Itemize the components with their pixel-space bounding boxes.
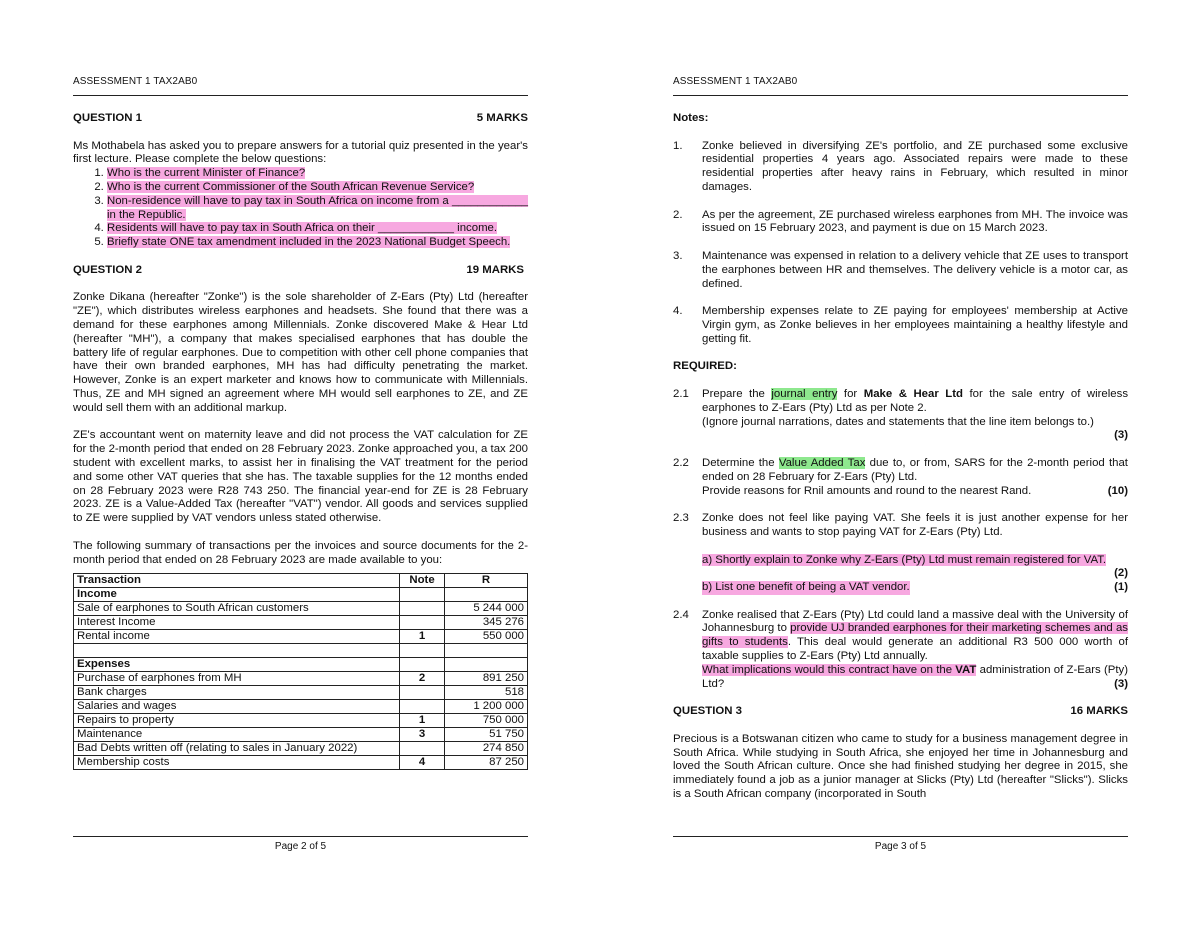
question-3-title: QUESTION 3 <box>673 705 742 718</box>
note-item: 3. Maintenance was expensed in relation to a delivery vehicle that ZE uses to transport the earphones between HR and themselves. The delivery vehicle is a motor car, as defined. <box>673 249 1128 290</box>
page-2 <box>73 0 528 927</box>
question-2-marks: 19 MARKS <box>466 263 524 276</box>
table-row: Purchase of earphones from MH 2 891 250 <box>74 672 528 686</box>
table-row: Expenses <box>74 658 528 672</box>
table-row: Bank charges 518 <box>74 686 528 700</box>
table-row: Membership costs 4 87 250 <box>74 756 528 770</box>
question-2-para-1: Zonke Dikana (hereafter "Zonke") is the sole shareholder of Z-Ears (Pty) Ltd (hereafter "ZE"), which distributes wireless earphones and headsets. She found that there was a demand for these earphones among Millennials. Zonke discovered Make & Hear Ltd (hereafter "MH"), a company that makes specialised earphones that has double the battery life of regular earphones. Due to competition with other cell phone companies that have their own branded earphones, MH has had difficulty penetrating the market. However, Zonke is an expert marketer and knows how to communicate with Millennials. Thus, ZE and MH signed an agreement where MH would sell earphones to ZE, and ZE would sell them with an additional markup. <box>73 291 528 414</box>
quiz-item: 3. Non-residence will have to pay tax in South Africa on income from a ____________ in the Republic. <box>107 195 528 223</box>
question-1-heading <box>73 112 528 126</box>
required-2-1: 2.1 Prepare the journal entry for Make & Hear Ltd for the sale entry of wireless earphones to Z-Ears (Pty) Ltd as per Note 2. (Ignore journal narrations, dates and statements that the line item belongs to.) (3) <box>673 387 1129 442</box>
marks-2-2: (10) <box>1107 484 1128 497</box>
required-2-2: 2.2 Determine the Value Added Tax due to, or from, SARS for the 2-month period that ended on 28 February for Z-Ears (Pty) Ltd. Provide reasons for Rnil amounts and round to the nearest Rand. (10) <box>673 456 1128 497</box>
header-rule <box>73 95 528 96</box>
table-row: Maintenance 3 51 750 <box>74 728 528 742</box>
header-rule <box>673 95 1128 96</box>
page-3 <box>673 0 1128 927</box>
column-header-note: Note <box>400 574 445 588</box>
note-item: 1. Zonke believed in diversifying ZE's portfolio, and ZE purchased some exclusive residential properties 4 years ago. Associated repairs were made to these residential properties after heavy rains in February, which resulted in minor damages. <box>673 139 1128 193</box>
required-title: REQUIRED: <box>673 360 737 373</box>
question-1-title: QUESTION 1 <box>73 112 142 124</box>
table-row: Rental income 1 550 000 <box>74 630 528 644</box>
note-item: 4. Membership expenses relate to ZE paying for employees' membership at Active Virgin gym, as Zonke believes in her employees maintaining a healthy lifestyle and getting fit. <box>673 305 1128 345</box>
quiz-item: 4. Residents will have to pay tax in South Africa on their ____________ income. <box>107 222 528 236</box>
quiz-item: 1. Who is the current Minister of Finance? <box>107 167 528 181</box>
question-2-heading <box>73 264 528 278</box>
page-footer: Page 3 of 5 <box>874 841 927 852</box>
page-header: ASSESSMENT 1 TAX2AB0 <box>73 76 198 87</box>
column-header-amount: R <box>445 574 528 588</box>
marks-2-1: (3) <box>1114 429 1128 442</box>
page-footer: Page 2 of 5 <box>274 841 327 852</box>
table-row: Bad Debts written off (relating to sales in January 2022) 274 850 <box>74 742 528 756</box>
table-row: Sale of earphones to South African customers 5 244 000 <box>74 602 528 616</box>
question-2-para-3: The following summary of transactions per the invoices and source documents for the 2-month period that ended on 28 February 2023 are made available to you: <box>73 539 528 566</box>
required-2-3: 2.3 Zonke does not feel like paying VAT. She feels it is just another expense for her business and wants to stop paying VAT for Z-Ears (Pty) Ltd. a) Shortly explain to Zonke why Z-Ears (Pty) Ltd must remain registered for VAT. (2) b) List one benefit of being a VAT vendor. (1) <box>673 512 1128 594</box>
page-header: ASSESSMENT 1 TAX2AB0 <box>673 76 798 87</box>
table-row <box>74 644 528 658</box>
table-row: Repairs to property 1 750 000 <box>74 714 528 728</box>
required-2-4: 2.4 Zonke realised that Z-Ears (Pty) Ltd could land a massive deal with the University of Johannesburg to provide UJ branded earphones for their marketing schemes and as gifts to students. This deal would generate an additional R3 500 000 worth of taxable supplies to Z-Ears (Pty) Ltd annually. What implications would this contract have on the VAT administration of Z-Ears (Pty) Ltd? (3) <box>673 608 1128 690</box>
question-1-list <box>73 167 528 250</box>
quiz-item: 2. Who is the current Commissioner of the South African Revenue Service? <box>107 181 528 195</box>
transactions-table <box>73 573 528 770</box>
table-row: Income <box>74 588 528 602</box>
note-item: 2. As per the agreement, ZE purchased wireless earphones from MH. The invoice was issued on 15 February 2023, and payment is due on 15 March 2023. <box>673 208 1128 235</box>
question-3-heading <box>673 705 1128 719</box>
question-3-text: Precious is a Botswanan citizen who came to study for a business management degree in South Africa. While studying in South Africa, she enjoyed her time in Johannesburg and loved the South African culture. Once she had finished studying her degree in 2015, she immediately found a job as a junior manager at Slicks (Pty) Ltd (hereafter "Slicks"). Slicks is a South African company (incorporated in South <box>673 732 1128 801</box>
quiz-item: 5. Briefly state ONE tax amendment included in the 2023 National Budget Speech. <box>107 236 528 250</box>
question-3-marks: 16 MARKS <box>1070 705 1128 718</box>
notes-title: Notes: <box>673 112 709 124</box>
page-3-content <box>673 112 1128 802</box>
question-2-para-2: ZE's accountant went on maternity leave and did not process the VAT calculation for ZE for the 2-month period that ended on 28 February 2023. Zonke approached you, a tax 200 student with excellent marks, to assist her in finalising the VAT treatment for the period and some other VAT queries that she has. The taxable supplies for the 12 months ended on 28 February 2023 were R28 743 250. The financial year-end for ZE is 28 February 2023. ZE is a Value-Added Tax (hereafter "VAT") vendor. All goods and services supplied to ZE were supplied by VAT vendors unless stated otherwise. <box>73 429 528 525</box>
column-header-transaction: Transaction <box>74 574 400 588</box>
footer-rule <box>73 836 528 837</box>
question-1-intro: Ms Mothabela has asked you to prepare answers for a tutorial quiz presented in the year's first lecture. Please complete the below questions: <box>73 139 528 166</box>
footer-rule <box>673 836 1128 837</box>
table-header-row <box>74 574 528 588</box>
question-2-title: QUESTION 2 <box>73 263 142 276</box>
question-1-marks: 5 MARKS <box>476 112 528 124</box>
page-2-content <box>73 112 528 770</box>
table-row: Salaries and wages 1 200 000 <box>74 700 528 714</box>
table-row: Interest Income 345 276 <box>74 616 528 630</box>
marks-2-4: (3) <box>1114 677 1128 690</box>
